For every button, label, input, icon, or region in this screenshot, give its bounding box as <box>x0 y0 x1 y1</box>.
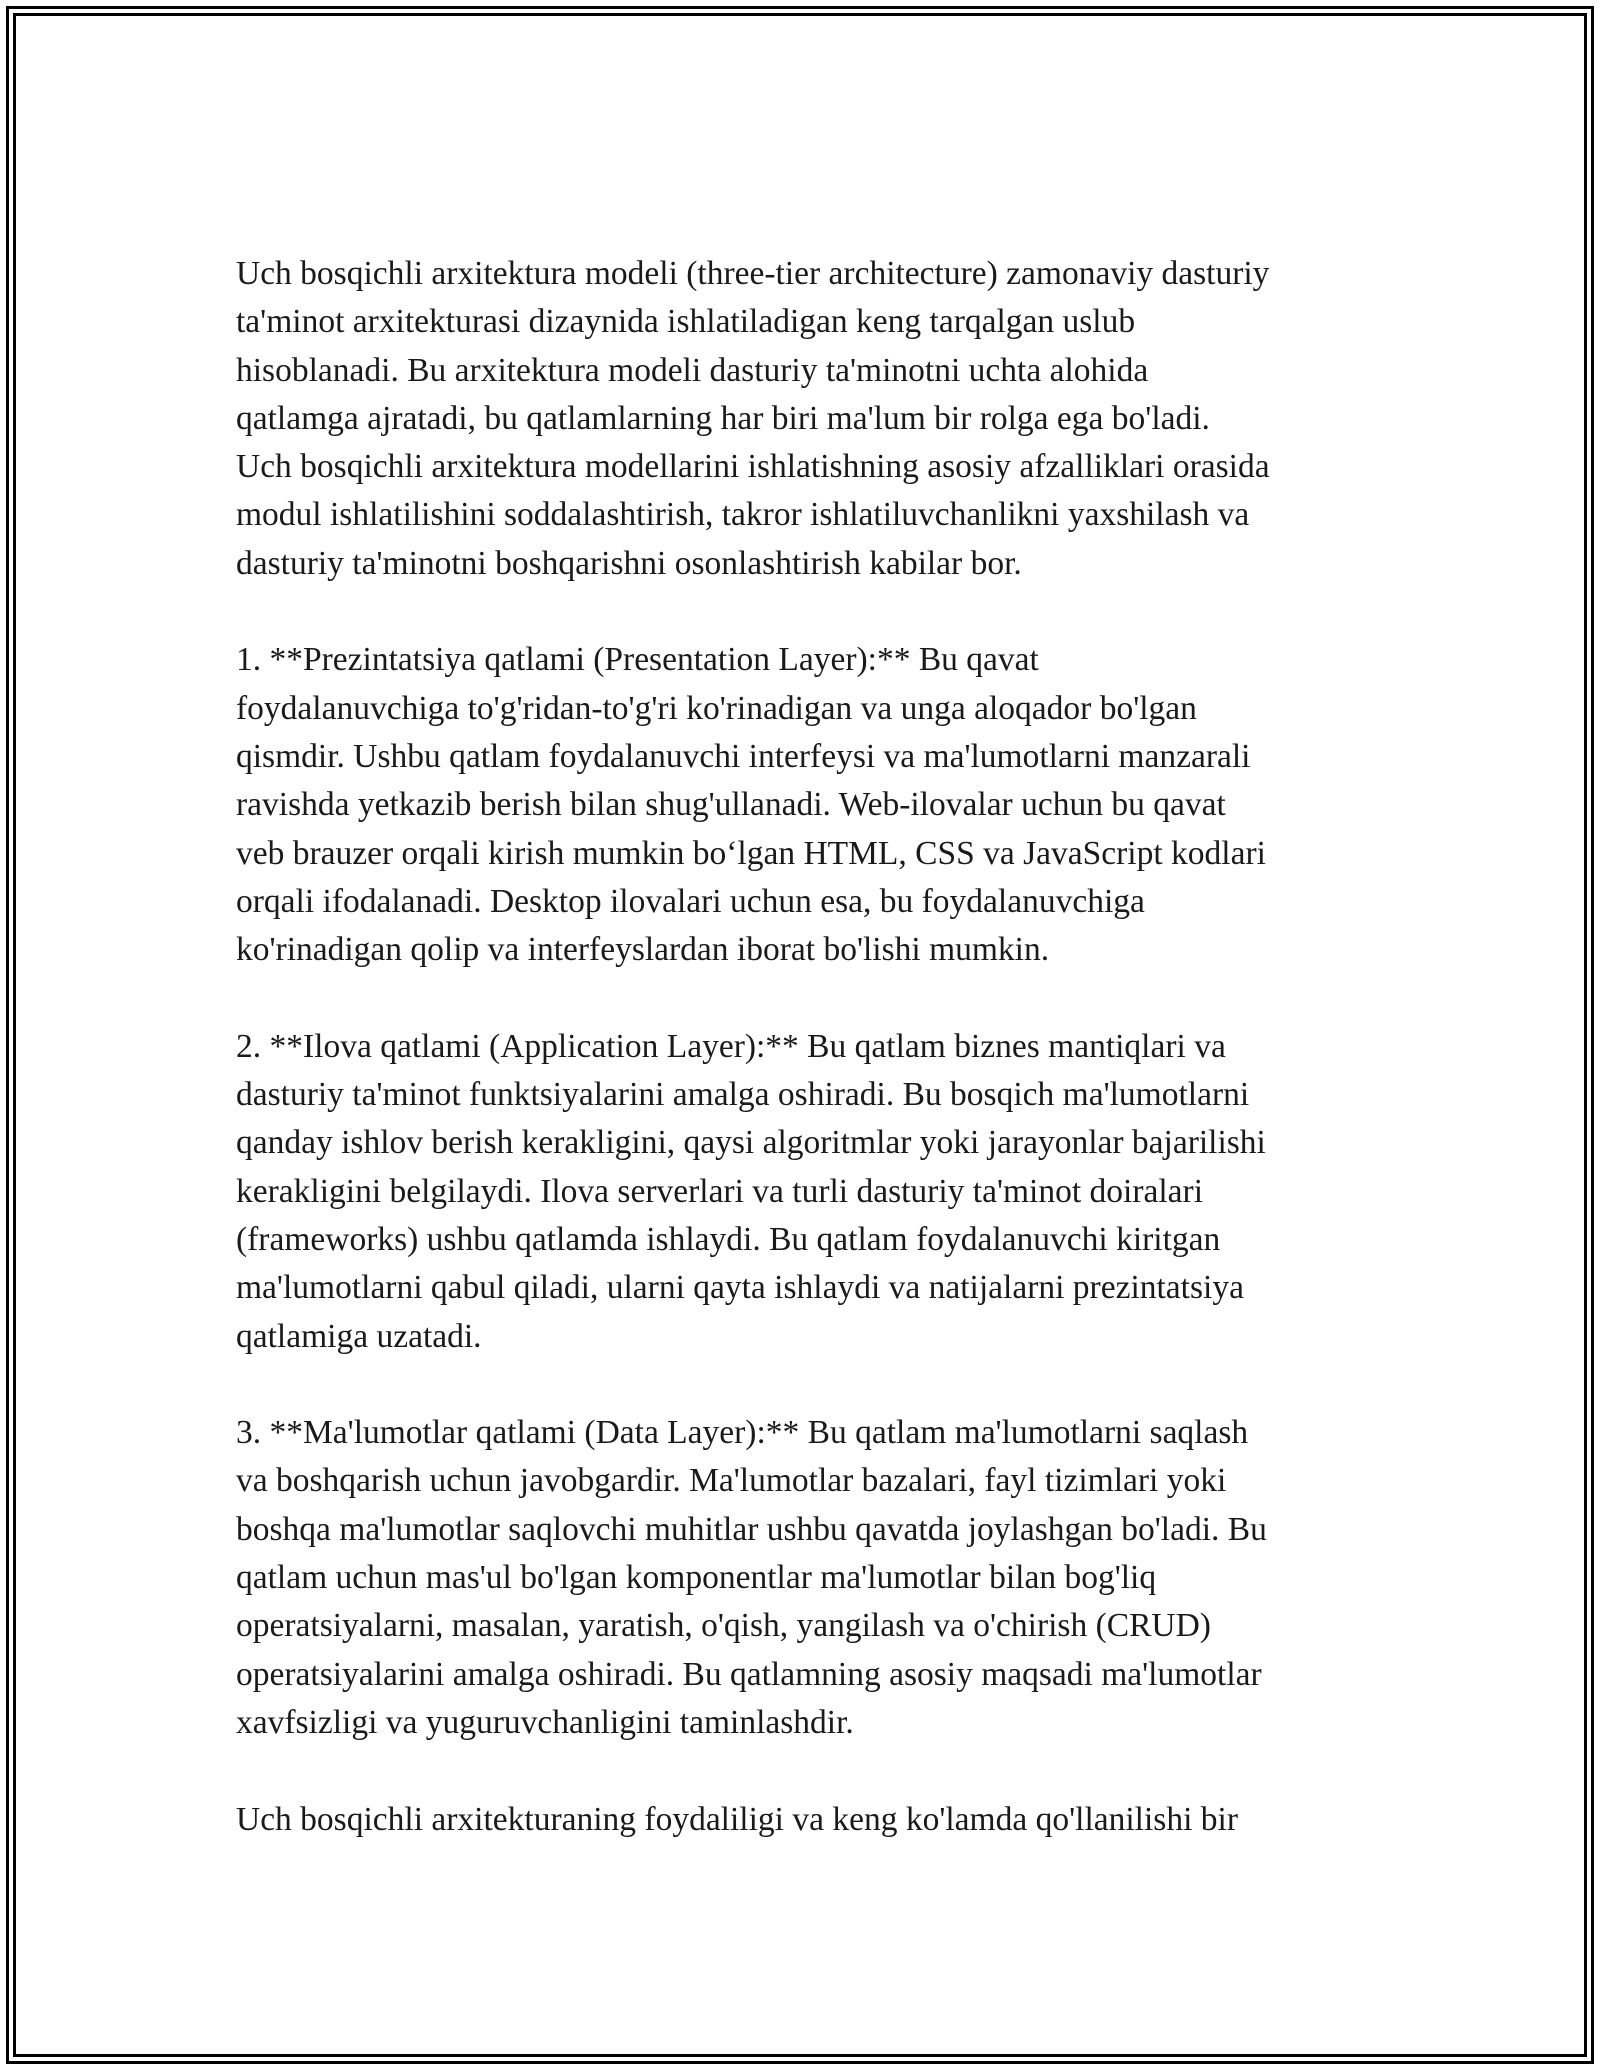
text-line: qatlam uchun mas'ul bo'lgan komponentlar ma'lumotlar bilan bog'liq <box>236 1559 1157 1597</box>
text-line: qanday ishlov berish kerakligini, qaysi algoritmlar yoki jarayonlar bajarilishi <box>236 1124 1266 1162</box>
text-line: orqali ifodalanadi. Desktop ilovalari uchun esa, bu foydalanuvchiga <box>236 882 1145 920</box>
text-line: dasturiy ta'minot funktsiyalarini amalga oshiradi. Bu bosqich ma'lumotlarni <box>236 1076 1250 1114</box>
text-line: ta'minot arxitekturasi dizaynida ishlatiladigan keng tarqalgan uslub <box>236 303 1136 341</box>
paragraph-spacer <box>236 1361 1386 1409</box>
text-line: qatlamiga uzatadi. <box>236 1317 482 1355</box>
text-line: dasturiy ta'minotni boshqarishni osonlashtirish kabilar bor. <box>236 544 1022 582</box>
paragraph-spacer <box>236 974 1386 1022</box>
text-line: operatsiyalarini amalga oshiradi. Bu qatlamning asosiy maqsadi ma'lumotlar <box>236 1655 1262 1693</box>
text-line: kerakligini belgilaydi. Ilova serverlari va turli dasturiy ta'minot doiralari <box>236 1172 1204 1210</box>
paragraph-2 <box>236 636 1386 974</box>
document-body <box>236 250 1386 1844</box>
text-line: ma'lumotlarni qabul qiladi, ularni qayta ishlaydi va natijalarni prezintatsiya <box>236 1269 1244 1307</box>
text-line: ravishda yetkazib berish bilan shug'ullanadi. Web-ilovalar uchun bu qavat <box>236 786 1226 824</box>
paragraph-5 <box>236 1796 1386 1844</box>
text-line: 3. **Ma'lumotlar qatlami (Data Layer):** Bu qatlam ma'lumotlarni saqlash <box>236 1414 1249 1452</box>
text-line: hisoblanadi. Bu arxitektura modeli dasturiy ta'minotni uchta alohida <box>236 351 1149 389</box>
text-line: ko'rinadigan qolip va interfeyslardan iborat bo'lishi mumkin. <box>236 931 1050 969</box>
text-line: Uch bosqichli arxitekturaning foydaliligi va keng ko'lamda qo'llanilishi bir <box>236 1800 1238 1838</box>
text-line: foydalanuvchiga to'g'ridan-to'g'ri ko'rinadigan va unga aloqador bo'lgan <box>236 689 1197 727</box>
text-line: va boshqarish uchun javobgardir. Ma'lumotlar bazalari, fayl tizimlari yoki <box>236 1462 1227 1500</box>
text-line: xavfsizligi va yuguruvchanligini taminlashdir. <box>236 1703 854 1741</box>
text-line: veb brauzer orqali kirish mumkin boʻlgan HTML, CSS va JavaScript kodlari <box>236 834 1266 872</box>
text-line: 2. **Ilova qatlami (Application Layer):** Bu qatlam biznes mantiqlari va <box>236 1027 1226 1065</box>
text-line: boshqa ma'lumotlar saqlovchi muhitlar ushbu qavatda joylashgan bo'ladi. Bu <box>236 1510 1267 1548</box>
paragraph-spacer <box>236 1747 1386 1795</box>
paragraph-1 <box>236 250 1386 588</box>
text-line: Uch bosqichli arxitektura modeli (three-tier architecture) zamonaviy dasturiy <box>236 255 1270 292</box>
paragraph-3 <box>236 1023 1386 1361</box>
paragraph-4 <box>236 1409 1386 1747</box>
text-line: operatsiyalarni, masalan, yaratish, o'qish, yangilash va o'chirish (CRUD) <box>236 1607 1211 1645</box>
text-line: modul ishlatilishini soddalashtirish, takror ishlatiluvchanlikni yaxshilash va <box>236 496 1250 534</box>
text-line: (frameworks) ushbu qatlamda ishlaydi. Bu qatlam foydalanuvchi kiritgan <box>236 1220 1221 1258</box>
text-line: Uch bosqichli arxitektura modellarini ishlatishning asosiy afzalliklari orasida <box>236 448 1270 486</box>
text-line: qatlamga ajratadi, bu qatlamlarning har biri ma'lum bir rolga ega bo'ladi. <box>236 399 1210 437</box>
text-line: 1. **Prezintatsiya qatlami (Presentation Layer):** Bu qavat <box>236 641 1039 679</box>
paragraph-spacer <box>236 588 1386 636</box>
text-line: qismdir. Ushbu qatlam foydalanuvchi interfeysi va ma'lumotlarni manzarali <box>236 737 1251 775</box>
